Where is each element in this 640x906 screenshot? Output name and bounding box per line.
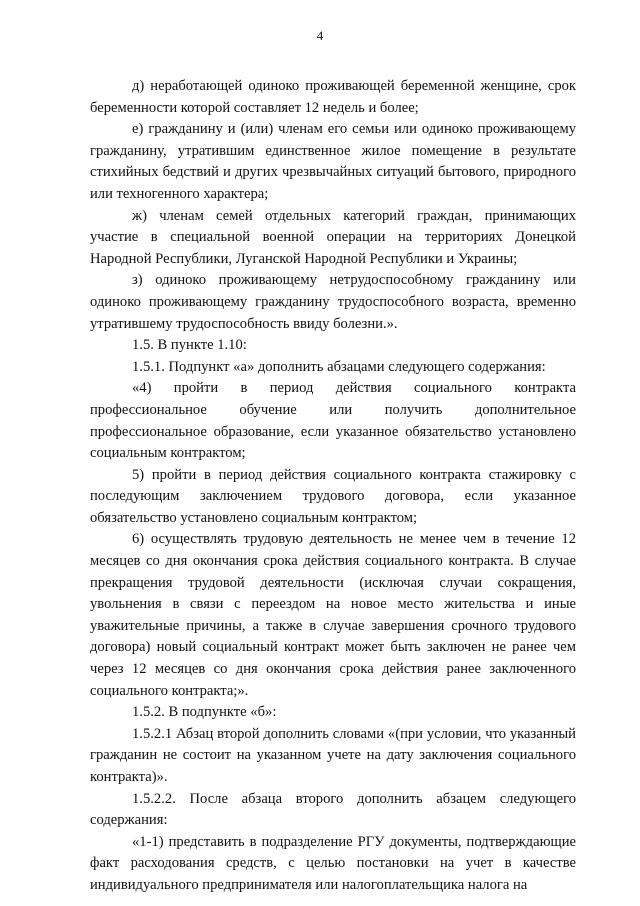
- paragraph-item-6: 6) осуществлять трудовую деятельность не менее чем в течение 12 месяцев со дня окончания срока действия социального контракта. В случае прекращения трудовой деятельности (исключая случаи сокращения, увольнения в связи с переездом на новое место жительства и иные уважительные причины, а также в случае завершения срочного трудового договора) новый социальный контракт может быть заключен не ранее чем через 12 месяцев со дня окончания срока действия ранее заключенного социального контракта;».: [90, 531, 576, 699]
- paragraph-1-5-1: 1.5.1. Подпункт «а» дополнить абзацами следующего содержания:: [132, 358, 546, 375]
- page-number: 4: [316, 28, 324, 43]
- paragraph-1-5: 1.5. В пункте 1.10:: [132, 337, 247, 354]
- paragraph-d: д) неработающей одиноко проживающей беременной женщине, срок беременности которой составляет 12 недель и более;: [90, 78, 576, 116]
- paragraph-1-5-2: 1.5.2. В подпункте «б»:: [132, 704, 277, 721]
- paragraph-item-5: 5) пройти в период действия социального контракта стажировку с последующим заключением трудового договора, если указанное обязательство установлено социальным контрактом;: [90, 466, 576, 526]
- paragraph-item-1-1: «1-1) представить в подразделение РГУ документы, подтверждающие факт расходования средств, с целью постановки на учет в качестве индивидуального предпринимателя или налогоплательщика налога на: [90, 833, 576, 893]
- paragraph-z: з) одиноко проживающему нетрудоспособному гражданину или одиноко проживающему гражданину трудоспособного возраста, временно утратившему трудоспособность ввиду болезни.».: [90, 272, 576, 332]
- paragraph-e: е) гражданину и (или) членам его семьи или одиноко проживающему гражданину, утратившим единственное жилое помещение в результате стихийных бедствий и других чрезвычайных ситуаций бытового, природного или техногенного характера;: [90, 121, 576, 202]
- paragraph-1-5-2-1: 1.5.2.1 Абзац второй дополнить словами «(при условии, что указанный гражданин не состоит на указанном учете на дату заключения социального контракта)».: [90, 725, 576, 785]
- paragraph-1-5-2-2: 1.5.2.2. После абзаца второго дополнить абзацем следующего содержания:: [90, 790, 576, 829]
- document-body: [90, 76, 576, 897]
- paragraph-item-4: «4) пройти в период действия социального контракта профессиональное обучение или получить дополнительное профессиональное образование, если указанное обязательство установлено социальным контрактом;: [90, 380, 576, 462]
- paragraph-zh: ж) членам семей отдельных категорий граждан, принимающих участие в специальной военной операции на территориях Донецкой Народной Республики, Луганской Народной Республики и Украины;: [90, 207, 576, 267]
